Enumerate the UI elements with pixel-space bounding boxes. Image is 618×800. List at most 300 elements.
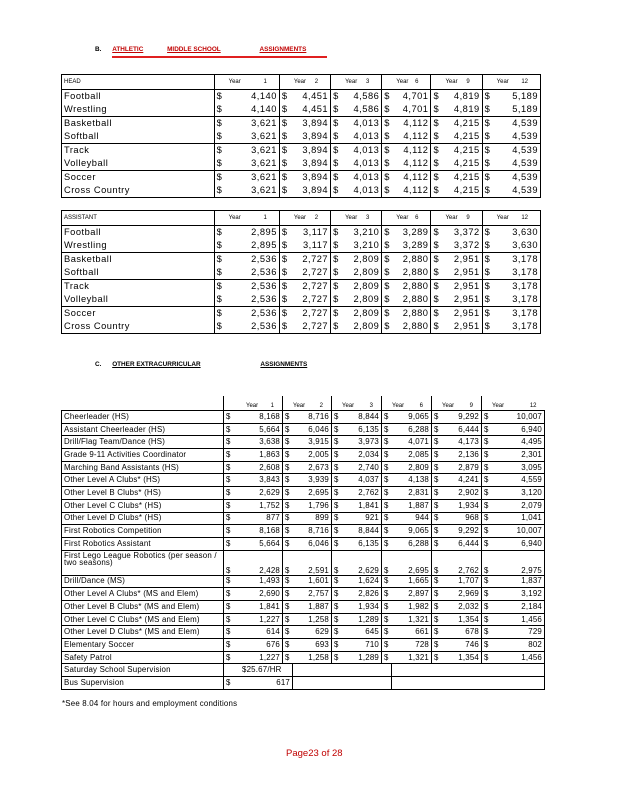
stipend-value: 2,809 [341, 293, 382, 307]
currency-symbol: $ [281, 130, 288, 141]
stipend-value: 2,536 [224, 293, 279, 307]
currency-symbol: $ [382, 423, 392, 436]
stipend-value: 4,701 [392, 90, 431, 104]
stipend-value: 2,897 [392, 588, 432, 601]
currency-symbol: $ [384, 184, 390, 195]
currency-symbol: $ [332, 600, 342, 613]
stipend-value: 9,065 [392, 525, 432, 538]
stipend-value: 2,809 [341, 253, 382, 267]
table-row [62, 550, 545, 575]
stipend-value: 2,727 [289, 280, 330, 294]
year-number: 3 [369, 403, 373, 409]
position-name: Wrestling [62, 103, 215, 117]
currency-symbol: $ [281, 320, 288, 331]
stipend-value: 1,289 [342, 613, 382, 626]
stipend-value: 4,173 [442, 436, 482, 449]
year-label: Year [293, 215, 306, 221]
stipend-value: 3,894 [289, 184, 330, 198]
stipend-value: 1,707 [442, 575, 482, 588]
currency-symbol: $ [382, 600, 392, 613]
year-header [224, 396, 283, 411]
activity-name: First Robotics Assistant [62, 537, 224, 550]
year-label: Year [228, 79, 241, 85]
currency-symbol: $ [482, 550, 492, 575]
stipend-value: 4,586 [341, 103, 382, 117]
position-name: Wrestling [62, 239, 215, 253]
stipend-value: 2,895 [224, 239, 279, 253]
stipend-value: 1,841 [236, 600, 283, 613]
stipend-value: 2,085 [392, 449, 432, 462]
currency-symbol: $ [224, 423, 236, 436]
section-title-word: ASSIGNMENTS [260, 361, 308, 368]
stipend-value: 2,136 [442, 449, 482, 462]
currency-symbol: $ [382, 639, 392, 652]
currency-symbol: $ [224, 575, 236, 588]
stipend-value: 9,292 [442, 411, 482, 424]
currency-symbol: $ [332, 651, 342, 664]
column-header-position [62, 75, 215, 90]
currency-symbol: $ [332, 550, 342, 575]
column-header-position [62, 211, 215, 226]
stipend-value: 6,444 [442, 423, 482, 436]
position-name: Volleyball [62, 157, 215, 171]
stipend-value: 2,975 [492, 550, 545, 575]
table-header-row [62, 396, 545, 411]
table-row [62, 651, 545, 664]
currency-symbol: $ [484, 320, 491, 331]
currency-symbol: $ [332, 575, 342, 588]
currency-symbol: $ [333, 184, 339, 195]
stipend-value: 2,809 [341, 266, 382, 280]
section-title-word: ASSIGNMENTS [259, 46, 307, 53]
currency-symbol: $ [283, 550, 293, 575]
year-number: 9 [469, 403, 473, 409]
currency-symbol: $ [482, 600, 492, 613]
stipend-value: 4,495 [492, 436, 545, 449]
currency-symbol: $ [432, 613, 442, 626]
table-row [62, 664, 545, 677]
stipend-value: 1,354 [442, 613, 482, 626]
stipend-value: 3,621 [224, 117, 279, 131]
table-row [62, 423, 545, 436]
stipend-value: 4,013 [341, 130, 382, 144]
currency-symbol: $ [384, 157, 390, 168]
stipend-value: 6,288 [392, 423, 432, 436]
currency-symbol: $ [433, 320, 440, 331]
currency-symbol: $ [216, 157, 223, 168]
currency-symbol: $ [283, 487, 293, 500]
stipend-value: 4,112 [392, 184, 431, 198]
stipend-value: 2,951 [441, 320, 482, 334]
currency-symbol: $ [432, 474, 442, 487]
stipend-value: 2,951 [441, 280, 482, 294]
stipend-value: 1,665 [392, 575, 432, 588]
currency-symbol: $ [333, 239, 339, 250]
stipend-value: 2,895 [224, 226, 279, 240]
stipend-value: 1,493 [236, 575, 283, 588]
currency-symbol: $ [384, 130, 390, 141]
stipend-value: 2,809 [341, 307, 382, 321]
year-header [482, 211, 540, 226]
stipend-value: 3,120 [492, 487, 545, 500]
activity-name: Saturday School Supervision [62, 664, 224, 677]
currency-symbol: $ [224, 487, 236, 500]
stipend-value: 2,695 [392, 550, 432, 575]
currency-symbol: $ [283, 537, 293, 550]
stipend-value: 2,826 [342, 588, 382, 601]
stipend-value: 3,894 [289, 171, 330, 185]
currency-symbol: $ [283, 474, 293, 487]
stipend-value: 4,539 [512, 184, 538, 195]
stipend-value: 4,112 [392, 144, 431, 158]
stipend-value: 2,762 [342, 487, 382, 500]
stipend-value: 2,301 [492, 449, 545, 462]
currency-symbol: $ [281, 90, 288, 101]
activity-name: Drill/Flag Team/Dance (HS) [62, 436, 224, 449]
page-of: of [321, 748, 330, 759]
stipend-value: 614 [236, 626, 283, 639]
stipend-value: 2,005 [293, 449, 332, 462]
currency-symbol: $ [224, 626, 236, 639]
section-b-heading [95, 46, 306, 53]
stipend-value: 2,740 [342, 461, 382, 474]
stipend-value: 2,629 [342, 550, 382, 575]
currency-symbol: $ [433, 293, 440, 304]
empty-cell [392, 664, 545, 677]
stipend-value: 2,034 [342, 449, 382, 462]
activity-name: Safety Patrol [62, 651, 224, 664]
currency-symbol: $ [283, 461, 293, 474]
stipend-value: 2,757 [293, 588, 332, 601]
stipend-value: 899 [293, 512, 332, 525]
currency-symbol: $ [333, 130, 339, 141]
red-underline [112, 56, 327, 58]
stipend-value: 4,539 [512, 117, 538, 128]
position-name: Soccer [62, 307, 215, 321]
stipend-value: 6,940 [492, 423, 545, 436]
stipend-value: 4,215 [441, 184, 482, 198]
stipend-value: 4,539 [512, 171, 538, 182]
currency-symbol: $ [432, 436, 442, 449]
currency-symbol: $ [484, 117, 491, 128]
stipend-value: 2,727 [289, 293, 330, 307]
year-label: Year [293, 79, 306, 85]
year-label: Year [492, 403, 505, 409]
stipend-value: 2,880 [392, 266, 431, 280]
year-number: 1 [270, 403, 274, 409]
currency-symbol: $ [332, 449, 342, 462]
stipend-value: 1,227 [236, 651, 283, 664]
currency-symbol: $ [224, 677, 236, 690]
year-header [431, 75, 482, 90]
stipend-value: 1,863 [236, 449, 283, 462]
currency-symbol: $ [384, 253, 390, 264]
stipend-value: 3,192 [492, 588, 545, 601]
currency-symbol: $ [332, 525, 342, 538]
currency-symbol: $ [433, 171, 440, 182]
table-row [62, 144, 541, 158]
currency-symbol: $ [433, 280, 440, 291]
empty-cell [392, 677, 545, 690]
stipend-value: 1,982 [392, 600, 432, 613]
hourly-rate: $25.67/HR [224, 664, 293, 677]
stipend-value: 2,951 [441, 253, 482, 267]
stipend-value: 6,135 [342, 537, 382, 550]
currency-symbol: $ [484, 226, 491, 237]
currency-symbol: $ [332, 626, 342, 639]
activity-name: First Lego League Robotics (per season / two seasons) [62, 550, 224, 575]
stipend-value: 3,178 [512, 307, 538, 318]
currency-symbol: $ [216, 239, 223, 250]
year-header [382, 211, 431, 226]
currency-symbol: $ [382, 550, 392, 575]
currency-symbol: $ [382, 588, 392, 601]
stipend-value: 678 [442, 626, 482, 639]
stipend-value: 4,819 [441, 90, 482, 104]
year-label: Year [293, 403, 306, 409]
year-header [432, 396, 482, 411]
currency-symbol: $ [283, 525, 293, 538]
table-header-row [62, 211, 541, 226]
position-name: Cross Country [62, 184, 215, 198]
stipend-value: 4,140 [224, 90, 279, 104]
table-row [62, 600, 545, 613]
stipend-value: 4,112 [392, 130, 431, 144]
currency-symbol: $ [281, 280, 288, 291]
year-header [279, 75, 330, 90]
year-label: Year [445, 215, 458, 221]
stipend-value: 5,189 [512, 90, 538, 101]
currency-symbol: $ [224, 651, 236, 664]
stipend-value: 1,887 [293, 600, 332, 613]
stipend-value: 2,880 [392, 280, 431, 294]
stipend-value: 3,372 [441, 226, 482, 240]
stipend-value: 1,887 [392, 499, 432, 512]
stipend-value: 2,880 [392, 307, 431, 321]
currency-symbol: $ [281, 293, 288, 304]
currency-symbol: $ [216, 117, 223, 128]
stipend-value: 2,536 [224, 280, 279, 294]
year-header [214, 211, 279, 226]
currency-symbol: $ [216, 253, 223, 264]
stipend-value: 2,880 [392, 293, 431, 307]
stipend-value: 8,168 [236, 411, 283, 424]
year-header [482, 75, 540, 90]
stipend-value: 3,630 [512, 226, 538, 237]
stipend-value: 8,168 [236, 525, 283, 538]
year-label: Year [442, 403, 455, 409]
stipend-value: 2,762 [442, 550, 482, 575]
stipend-value: 3,621 [224, 157, 279, 171]
column-header-blank [62, 396, 224, 411]
stipend-value: 1,258 [293, 613, 332, 626]
activity-name: Elementary Soccer [62, 639, 224, 652]
stipend-value: 3,630 [512, 239, 538, 250]
stipend-value: 746 [442, 639, 482, 652]
table-row [62, 525, 545, 538]
stipend-value: 4,013 [341, 184, 382, 198]
currency-symbol: $ [384, 171, 390, 182]
stipend-value: 4,138 [392, 474, 432, 487]
stipend-value: 802 [492, 639, 545, 652]
section-title-word: OTHER EXTRACURRICULAR [112, 361, 201, 368]
table-row [62, 626, 545, 639]
stipend-value: 1,837 [492, 575, 545, 588]
section-c-heading [95, 361, 307, 368]
stipend-value: 4,241 [442, 474, 482, 487]
stipend-value: 2,536 [224, 307, 279, 321]
currency-symbol: $ [283, 499, 293, 512]
stipend-value: 2,727 [289, 307, 330, 321]
stipend-value: 3,289 [392, 239, 431, 253]
activity-name: Other Level C Clubs* (MS and Elem) [62, 613, 224, 626]
currency-symbol: $ [281, 226, 288, 237]
currency-symbol: $ [384, 144, 390, 155]
year-header [482, 396, 545, 411]
stipend-value: 2,690 [236, 588, 283, 601]
stipend-value: 728 [392, 639, 432, 652]
currency-symbol: $ [432, 411, 442, 424]
table-row [62, 90, 541, 104]
stipend-value: 2,536 [224, 320, 279, 334]
table-row [62, 130, 541, 144]
stipend-value: 4,112 [392, 171, 431, 185]
year-number: 12 [521, 79, 528, 85]
table-row [62, 226, 541, 240]
year-label: Year [342, 403, 355, 409]
currency-symbol: $ [484, 130, 491, 141]
currency-symbol: $ [283, 651, 293, 664]
stipend-value: 3,178 [512, 280, 538, 291]
currency-symbol: $ [384, 266, 390, 277]
stipend-value: 4,539 [512, 157, 538, 168]
activity-name: Other Level B Clubs* (MS and Elem) [62, 600, 224, 613]
table-row [62, 537, 545, 550]
stipend-value: 693 [293, 639, 332, 652]
stipend-value: 3,095 [492, 461, 545, 474]
currency-symbol: $ [432, 626, 442, 639]
currency-symbol: $ [482, 525, 492, 538]
stipend-value: 2,969 [442, 588, 482, 601]
table-row [62, 293, 541, 307]
currency-symbol: $ [224, 525, 236, 538]
currency-symbol: $ [432, 575, 442, 588]
year-number: 9 [466, 79, 470, 85]
currency-symbol: $ [382, 575, 392, 588]
currency-symbol: $ [224, 639, 236, 652]
currency-symbol: $ [384, 239, 390, 250]
currency-symbol: $ [281, 266, 288, 277]
stipend-value: 921 [342, 512, 382, 525]
table-row [62, 436, 545, 449]
position-name: Softball [62, 130, 215, 144]
position-name: Softball [62, 266, 215, 280]
stipend-value: 3,621 [224, 130, 279, 144]
activity-name: Other Level A Clubs* (HS) [62, 474, 224, 487]
currency-symbol: $ [224, 512, 236, 525]
stipend-value: 729 [492, 626, 545, 639]
table-row [62, 171, 541, 185]
stipend-value: 2,032 [442, 600, 482, 613]
currency-symbol: $ [216, 320, 223, 331]
stipend-value: 1,289 [342, 651, 382, 664]
year-number: 1 [263, 215, 267, 221]
stipend-value: 4,451 [289, 90, 330, 104]
stipend-value: 4,013 [341, 144, 382, 158]
currency-symbol: $ [333, 157, 339, 168]
extracurricular-stipend-table [61, 396, 545, 690]
page-total: 28 [331, 748, 343, 759]
table-row [62, 157, 541, 171]
stipend-value: 1,041 [492, 512, 545, 525]
currency-symbol: $ [332, 423, 342, 436]
stipend-value: 645 [342, 626, 382, 639]
currency-symbol: $ [433, 253, 440, 264]
currency-symbol: $ [333, 253, 339, 264]
table-row [62, 677, 545, 690]
currency-symbol: $ [484, 239, 491, 250]
currency-symbol: $ [216, 103, 223, 114]
table-row [62, 474, 545, 487]
position-name: Track [62, 144, 215, 158]
stipend-value: 2,727 [289, 266, 330, 280]
footnote: *See 8.04 for hours and employment conditions [62, 699, 238, 708]
currency-symbol: $ [283, 639, 293, 652]
table-row [62, 487, 545, 500]
currency-symbol: $ [432, 499, 442, 512]
year-number: 3 [365, 215, 370, 221]
stipend-value: 4,539 [512, 144, 538, 155]
stipend-value: 2,184 [492, 600, 545, 613]
stipend-value: 4,140 [224, 103, 279, 117]
currency-symbol: $ [283, 512, 293, 525]
currency-symbol: $ [432, 449, 442, 462]
stipend-value: 4,112 [392, 157, 431, 171]
table-row [62, 320, 541, 334]
year-header [283, 396, 332, 411]
currency-symbol: $ [432, 512, 442, 525]
currency-symbol: $ [333, 171, 339, 182]
year-number: 2 [314, 215, 319, 221]
position-name: Cross Country [62, 320, 215, 334]
currency-symbol: $ [224, 474, 236, 487]
table-header-row [62, 75, 541, 90]
currency-symbol: $ [382, 525, 392, 538]
stipend-value: 3,894 [289, 144, 330, 158]
currency-symbol: $ [432, 487, 442, 500]
position-name: Football [62, 226, 215, 240]
currency-symbol: $ [482, 651, 492, 664]
stipend-value: 3,210 [341, 239, 382, 253]
currency-symbol: $ [382, 626, 392, 639]
currency-symbol: $ [283, 600, 293, 613]
stipend-value: 2,880 [392, 320, 431, 334]
stipend-value: 4,013 [341, 157, 382, 171]
stipend-value: 6,046 [293, 423, 332, 436]
stipend-value: 2,695 [293, 487, 332, 500]
activity-name: Other Level A Clubs* (MS and Elem) [62, 588, 224, 601]
assistant-stipend-table [61, 210, 541, 334]
currency-symbol: $ [224, 461, 236, 474]
currency-symbol: $ [281, 184, 288, 195]
stipend-value: 2,879 [442, 461, 482, 474]
currency-symbol: $ [382, 487, 392, 500]
currency-symbol: $ [332, 474, 342, 487]
table-row [62, 239, 541, 253]
currency-symbol: $ [482, 411, 492, 424]
stipend-value: 4,013 [341, 171, 382, 185]
currency-symbol: $ [224, 499, 236, 512]
